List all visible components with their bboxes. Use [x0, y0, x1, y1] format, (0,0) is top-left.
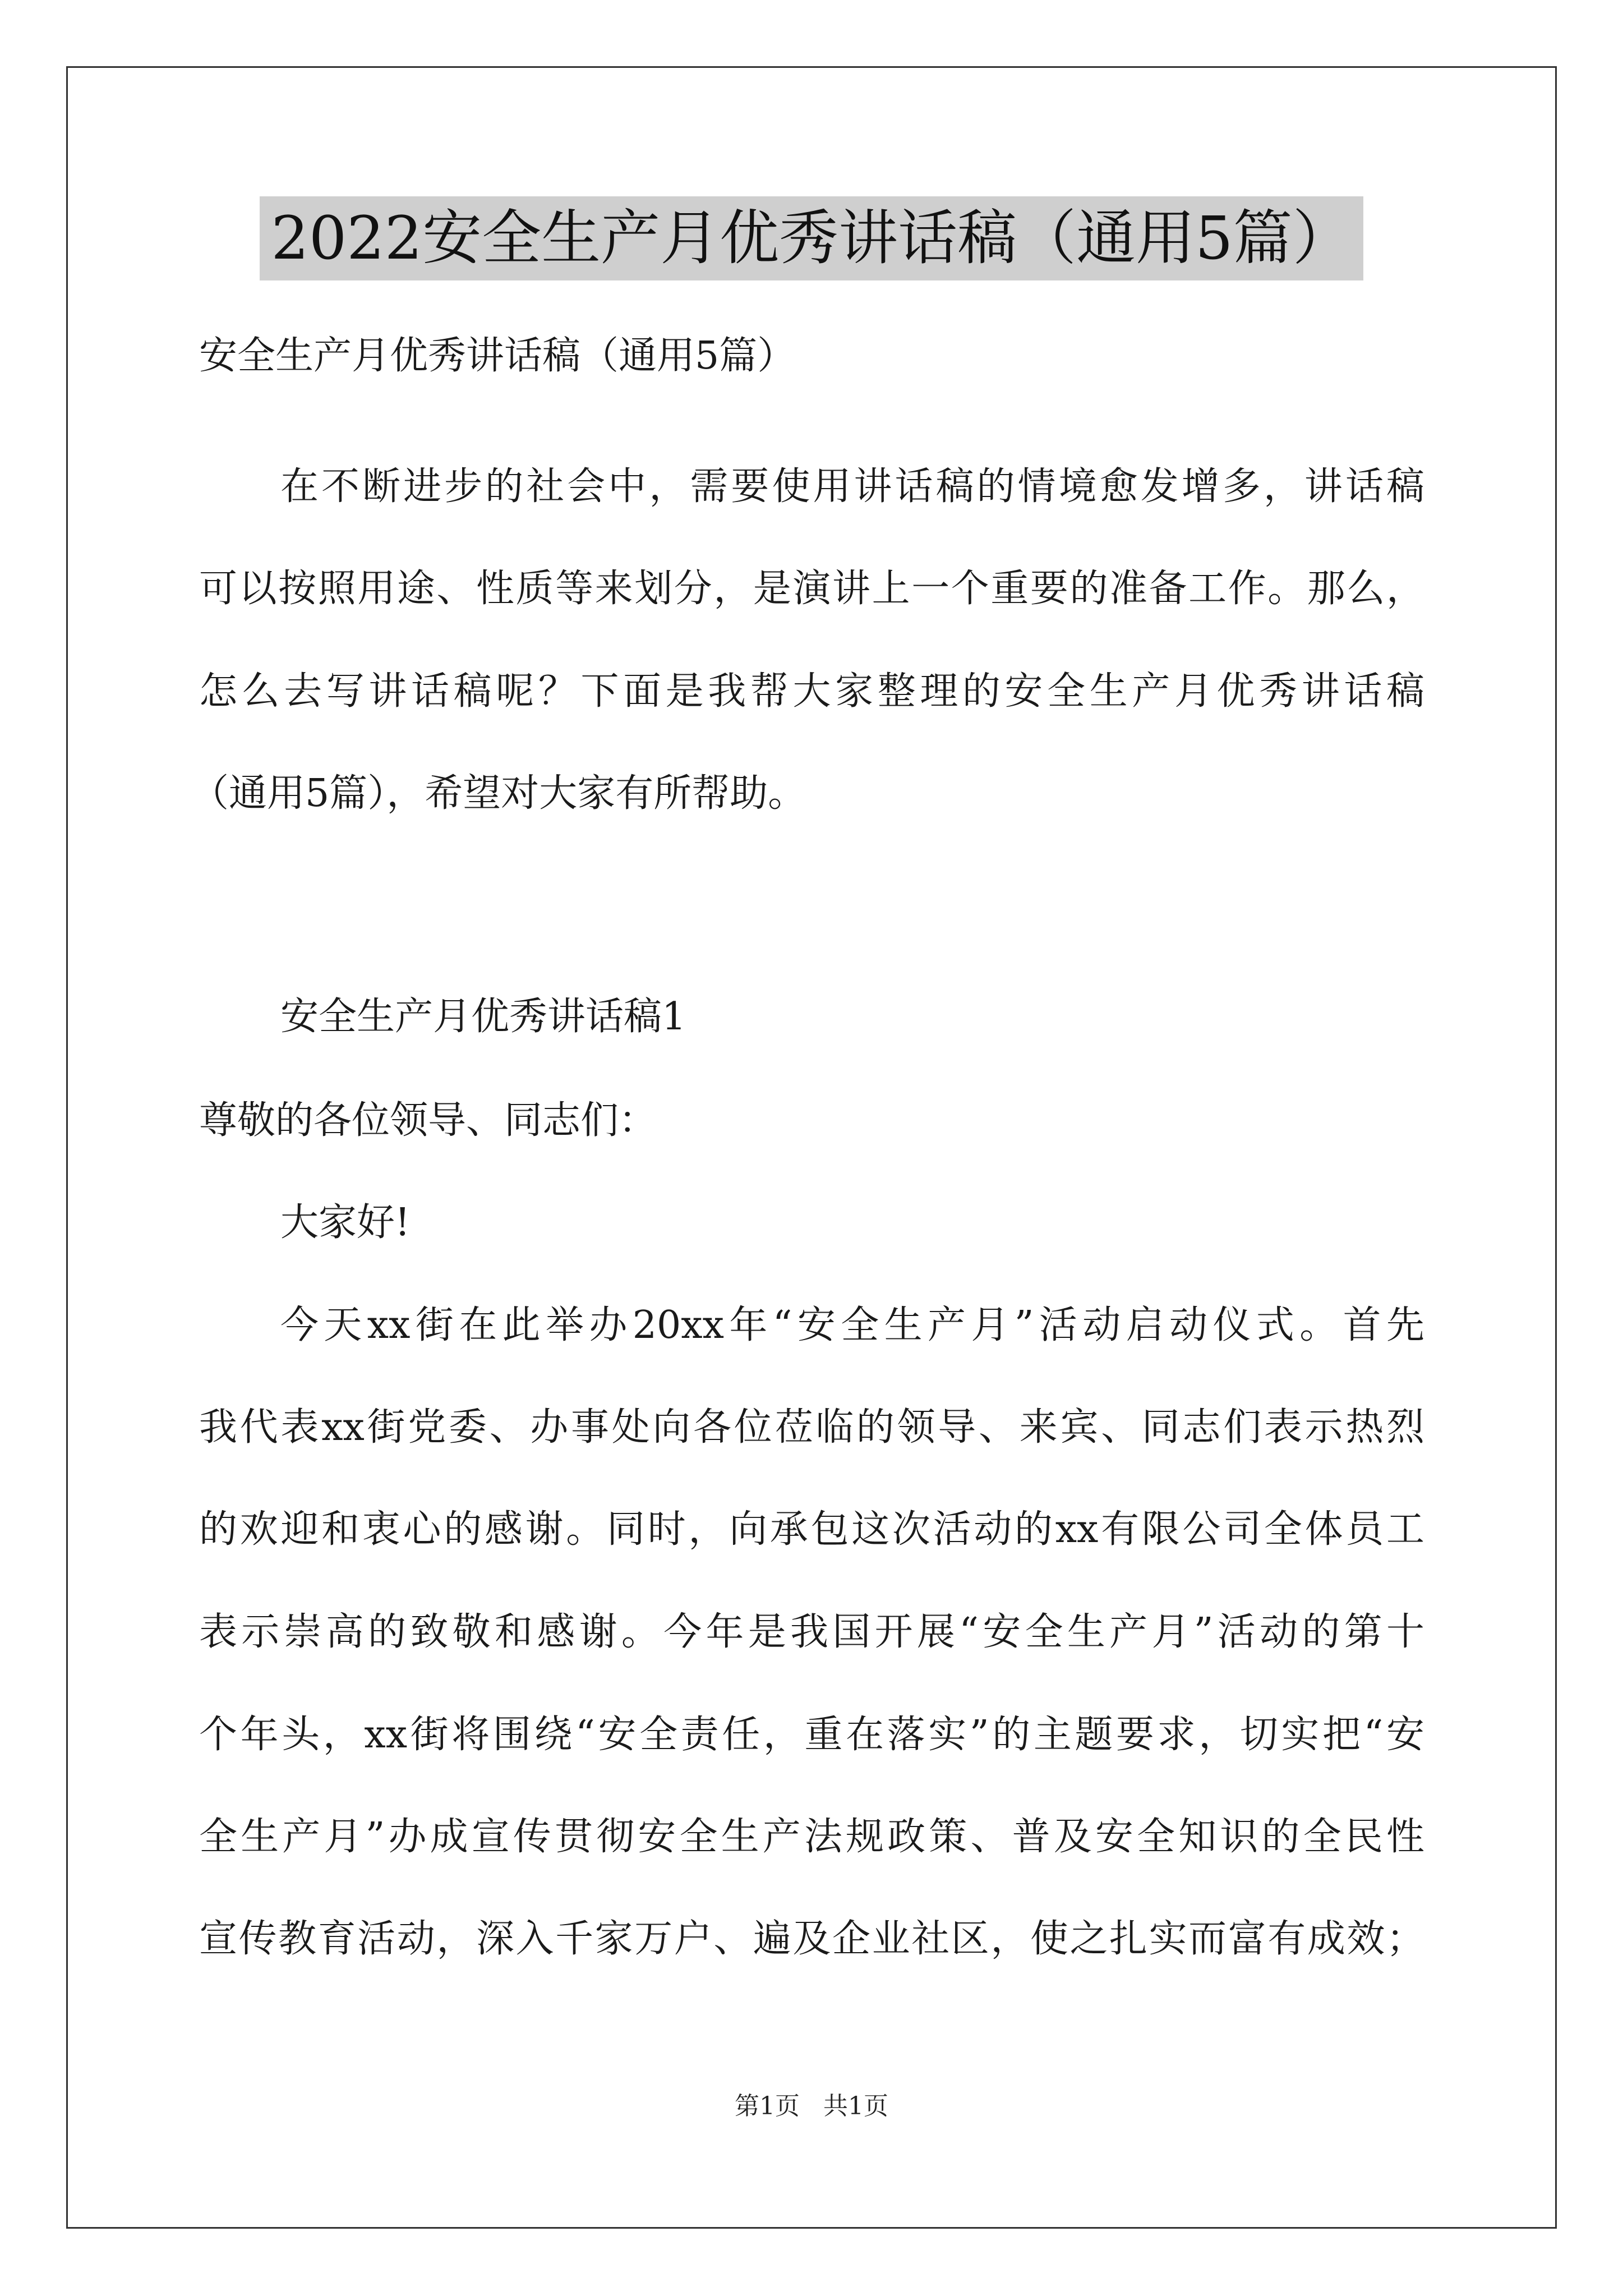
paragraph-line: 我代表xx街党委、办事处向各位莅临的领导、来宾、同志们表示热烈 — [199, 1405, 1424, 1450]
paragraph-line: 宣传教育活动，深入千家万户、遍及企业社区，使之扎实而富有成效； — [199, 1917, 1424, 1961]
title-container — [0, 196, 1623, 280]
paragraph-line: 可以按照用途、性质等来划分，是演讲上一个重要的准备工作。那么， — [199, 567, 1424, 611]
paragraph-line: 怎么去写讲话稿呢？下面是我帮大家整理的安全生产月优秀讲话稿 — [199, 669, 1424, 714]
section-heading: 安全生产月优秀讲话稿1 — [280, 995, 686, 1039]
paragraph-line: 表示崇高的致敬和感谢。今年是我国开展“安全生产月”活动的第十 — [199, 1610, 1424, 1654]
paragraph-line: （通用5篇），希望对大家有所帮助。 — [191, 771, 806, 816]
paragraph-line: 今天xx街在此举办20xx年“安全生产月”活动启动仪式。首先 — [280, 1303, 1424, 1347]
greeting: 大家好! — [280, 1200, 411, 1245]
paragraph-line: 在不断进步的社会中，需要使用讲话稿的情境愈发增多，讲话稿 — [280, 464, 1424, 509]
document-title: 2022安全生产月优秀讲话稿（通用5篇） — [260, 196, 1363, 280]
page-footer: 第1页 共1页 — [735, 2092, 888, 2120]
subtitle-line: 安全生产月优秀讲话稿（通用5篇） — [199, 334, 796, 378]
paragraph-line: 全生产月”办成宣传贯彻安全生产法规政策、普及安全知识的全民性 — [199, 1815, 1424, 1859]
paragraph-line: 的欢迎和衷心的感谢。同时，向承包这次活动的xx有限公司全体员工 — [199, 1507, 1424, 1552]
paragraph-line: 个年头，xx街将围绕“安全责任，重在落实”的主题要求，切实把“安 — [199, 1713, 1424, 1757]
salutation: 尊敬的各位领导、同志们： — [199, 1098, 657, 1143]
